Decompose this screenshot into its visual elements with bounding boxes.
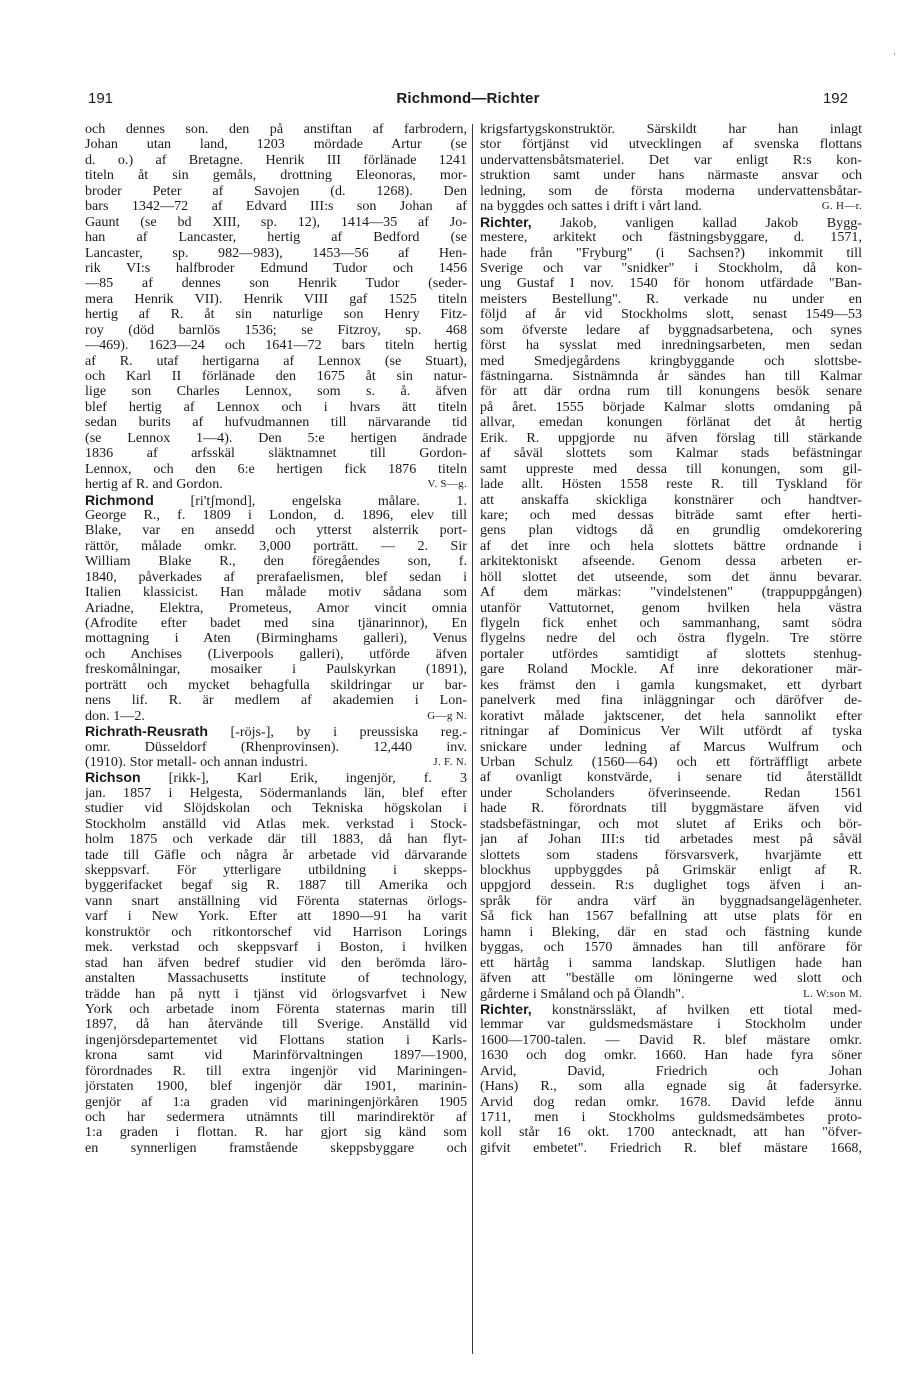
text-line (480, 384, 862, 399)
text-line (480, 508, 862, 523)
text-line (480, 1110, 862, 1125)
text-line (85, 909, 467, 924)
text-line (85, 493, 467, 508)
line-text: d. o.) af Bretagne. Henrik III förlänade 1241 (85, 152, 467, 168)
text-line (480, 523, 862, 538)
text-line (480, 601, 862, 616)
text-line (85, 554, 467, 569)
text-line (85, 1017, 467, 1032)
text-line (85, 585, 467, 600)
line-text: utanför Vattutornet, genom hvilken hela västra (480, 600, 862, 616)
line-text: trädde han på nytt i tjänst vid örlogsvarfvet i New (85, 986, 467, 1002)
text-line (85, 1110, 467, 1125)
line-text: först ha sysslat med inredningsarbeten, men sedan (480, 338, 862, 354)
text-line (480, 1017, 862, 1032)
line-text: af såväl slottets som Kalmar stads befästningar (480, 446, 862, 462)
text-line (85, 230, 467, 245)
running-header (88, 90, 848, 112)
text-line (85, 662, 467, 677)
line-text: följd af år vid Stockholms slott, senast 1549—53 (480, 307, 862, 323)
line-text: under Scholanders öfverinseende. Redan 1561 (480, 785, 862, 801)
line-text: porträtt och mycket behagfulla skildringar ur bar- (85, 677, 467, 693)
text-line (480, 199, 862, 214)
line-text: språk för andra värf än byggnadsangelägenheter. (480, 893, 862, 909)
text-line (480, 925, 862, 940)
text-line (480, 431, 862, 446)
text-line (480, 230, 862, 245)
text-line (85, 431, 467, 446)
text-line (85, 137, 467, 152)
text-line (85, 770, 467, 785)
text-line (480, 755, 862, 770)
author-signature: V. S—g. (427, 478, 467, 491)
line-text: roy (död barnlös 1536; se Fitzroy, sp. 468 (85, 322, 467, 338)
line-text: vann snart anställning vid Förenta staternas örlogs- (85, 893, 467, 909)
text-line (480, 987, 862, 1002)
line-text: slottets som stadens försvarsverk, hvarjämte ett (480, 847, 862, 863)
line-text: ingenjörsdepartementet vid Flottans station i Karls- (85, 1032, 467, 1048)
entry-headword-line: Richrath-Reusrath [-röjs-], by i preussiska reg.- (85, 724, 467, 740)
text-line (85, 987, 467, 1002)
text-line (85, 1095, 467, 1110)
line-text: mottagning i Aten (Birminghams galleri), Venus (85, 631, 467, 647)
line-text: genjör af 1:a graden vid mariningenjörkåren 1905 (85, 1094, 467, 1110)
text-line (85, 1125, 467, 1140)
text-line (480, 817, 862, 832)
text-line (85, 354, 467, 369)
text-line (480, 137, 862, 152)
text-line (85, 446, 467, 461)
line-text: och Anchises (Liverpools galleri), utförde äfven (85, 646, 467, 662)
left-text-column (85, 122, 467, 1156)
line-text: (se Lennox 1—4). Den 5:e hertigen ändrade (85, 430, 467, 446)
text-line (85, 508, 467, 523)
line-text: konstruktör och ritkontorschef vid Harrison Lorings (85, 924, 467, 940)
author-signature: G—g N. (427, 709, 467, 722)
text-line (480, 323, 862, 338)
line-text: och Karl II förlänade den 1675 åt sin natur- (85, 369, 467, 384)
line-text: omr. Düsseldorf (Rhenprovinsen). 12,440 inv. (85, 739, 467, 755)
author-signature: L. W:son M. (803, 987, 862, 1000)
line-text: af det inre och hela slottets bättre ordnande i (480, 538, 862, 554)
text-line (480, 848, 862, 863)
line-text: Italien klassicist. Han målade motiv sådana som (85, 585, 467, 601)
text-line (85, 523, 467, 538)
line-text: stor förtjänst vid utvecklingen af svenska flottans (480, 137, 862, 153)
text-line (480, 832, 862, 847)
line-text: bars 1342—72 af Edvard III:s son Johan af (85, 199, 467, 215)
text-line (480, 786, 862, 801)
line-text: rättör, målade omkr. 3,000 porträtt. — 2. Sir (85, 538, 467, 554)
text-line (85, 755, 467, 770)
line-text: hertig af R. åt sin naturlige son Henry Fitz- (85, 307, 467, 323)
text-line (480, 801, 862, 816)
text-line (85, 678, 467, 693)
text-line (480, 261, 862, 276)
text-line (85, 570, 467, 585)
text-line (480, 770, 862, 785)
line-text: Lancaster, sp. 982—983), 1453—56 af Hen- (85, 245, 467, 261)
line-text: (Afrodite efter badet med sina tjänarinnor), En (85, 616, 467, 631)
line-text: varf i New York. Efter att 1890—91 ha varit (85, 909, 467, 925)
line-text: kare; och med dessas biträde samt efter herti- (480, 507, 862, 523)
text-line (480, 693, 862, 708)
text-line (480, 863, 862, 878)
line-text: George R., f. 1809 i London, d. 1896, elev till (85, 507, 467, 523)
line-text: blef hertig af Lennox och i hvars ätt titeln (85, 399, 467, 415)
line-text: 1897, då han återvände till Sverige. Anställd vid (85, 1017, 467, 1033)
text-line (480, 940, 862, 955)
text-line (85, 894, 467, 909)
text-line (85, 616, 467, 631)
line-text: hade R. förordnats till byggmästare äfven vid (480, 801, 862, 817)
line-text: fästningarna. Sistnämnda år sändes han till Kalmar (480, 369, 862, 384)
line-text: Johan utan land, 1203 mördade Artur (se (85, 137, 467, 153)
text-line (85, 1048, 467, 1063)
text-line (480, 554, 862, 569)
text-line (480, 724, 862, 739)
page-number-left: 191 (88, 90, 114, 107)
line-text: som öfverste ledare af byggnadsarbetena, och synes (480, 322, 862, 338)
text-line (480, 1002, 862, 1017)
text-line (480, 122, 862, 137)
text-line (85, 122, 467, 137)
text-line (480, 354, 862, 369)
text-line (85, 462, 467, 477)
line-text: 1711, men i Stockholms guldsmedsämbetes proto- (480, 1110, 862, 1125)
text-line (85, 878, 467, 893)
line-text: rik VI:s halfbroder Edmund Tudor och 1456 (85, 260, 467, 276)
entry-headword-line: Richson [rikk-], Karl Erik, ingenjör, f. 3 (85, 770, 467, 786)
line-text: af R. utaf hertigarna af Lennox (se Stuart), (85, 353, 467, 369)
text-line (480, 246, 862, 261)
text-line (480, 292, 862, 307)
text-line (85, 1033, 467, 1048)
text-line (85, 863, 467, 878)
text-line (85, 1141, 467, 1156)
line-text: äfven att "beställe om löningerne wed slott och (480, 971, 862, 987)
text-line (85, 631, 467, 646)
line-text: byggerifacket begaf sig R. 1887 till Amerika och (85, 878, 467, 894)
line-text: Arvid dog redan omkr. 1678. David lefde ännu (480, 1094, 862, 1110)
line-text: snickare under ledning af Marcus Wulfrum och (480, 739, 862, 755)
line-text: 1600—1700-talen. — David R. blef mästare omkr. (480, 1032, 862, 1048)
text-line (85, 693, 467, 708)
text-line (85, 956, 467, 971)
line-text: nens lif. R. är medlem af akademien i Lon- (85, 693, 467, 709)
text-line (85, 215, 467, 230)
line-text: jörstaten 1900, blef ingenjör där 1901, marinin- (85, 1079, 467, 1095)
text-line (480, 446, 862, 461)
text-line (85, 323, 467, 338)
line-text: mek. verkstad och skeppsvarf i Boston, i hvilken (85, 940, 467, 956)
line-text: Erik. R. uppgjorde nu äfven förslag till stärkande (480, 430, 862, 446)
line-text: meisters Bestellung". R. verkade nu under en (480, 291, 862, 307)
line-text: na byggdes och sattes i drift i vårt land. (480, 199, 702, 215)
line-text: York och arbetade inom Förenta staternas marin till (85, 1001, 467, 1017)
text-line (480, 338, 862, 353)
line-text: 1630 och dog omkr. 1660. Han hade fyra söner (480, 1048, 862, 1064)
text-line (85, 817, 467, 832)
line-text: och har sedermera utnämnts till marindirektör af (85, 1110, 467, 1125)
line-text: krona samt vid Marinförvaltningen 1897—1900, (85, 1048, 467, 1064)
line-text: (1910). Stor metall- och annan industri. (85, 754, 308, 770)
text-line (480, 909, 862, 924)
line-text: på året. 1555 började Kalmar slotts omdaning på (480, 399, 862, 415)
line-text: anstalten Massachusetts institute of technology, (85, 971, 467, 987)
right-text-column (480, 122, 862, 1156)
line-text: uppgjord dessein. R:s duglighet togs äfven i an- (480, 878, 862, 894)
line-text: samt uppreste med dessa till konungen, som gil- (480, 461, 862, 477)
text-line (480, 570, 862, 585)
line-text: —469). 1623—24 och 1641—72 bars titeln hertig (85, 338, 467, 354)
text-line (85, 477, 467, 492)
line-text: och dennes son. den på anstiftan af farbrodern, (85, 122, 467, 137)
text-line (85, 740, 467, 755)
line-text: 1840, påverkades af prerafaelismen, blef sedan i (85, 569, 467, 585)
text-line (85, 848, 467, 863)
text-line (480, 894, 862, 909)
margin-mark: ' (893, 52, 896, 63)
text-line (480, 631, 862, 646)
text-line (85, 647, 467, 662)
line-text: korativt målade jaktscener, det hela sannolikt efter (480, 708, 862, 724)
line-text: lemmar var guldsmedsmästare i Stockholm under (480, 1017, 862, 1033)
text-line (85, 338, 467, 353)
line-text: ett härtåg i samma landskap. Slutligen hade han (480, 955, 862, 971)
line-text: skeppsvarf. För ytterligare utbildning i skepps- (85, 863, 467, 878)
line-text: holm 1875 och verkade där till 1883, då han flyt- (85, 832, 467, 848)
line-text: (Hans) R., som alla egnade sig åt fadersyrke. (480, 1079, 862, 1095)
line-text: förordnades R. till extra ingenjör vid Mariningen- (85, 1063, 467, 1079)
text-line (85, 801, 467, 816)
text-line (85, 369, 467, 384)
line-text: undervattensbåtsmateriel. Det var enligt R:s kon- (480, 152, 862, 168)
line-text: struktion samt under hans närmaste ansvar och (480, 168, 862, 184)
line-text: 1836 af arfsskäl släktnamnet till Gordon- (85, 446, 467, 462)
text-line (480, 493, 862, 508)
text-line (480, 956, 862, 971)
line-text: William Blake R., den föregåendes son, f. (85, 554, 467, 570)
line-text: Så fick han 1567 befallning att utse plats för en (480, 909, 862, 925)
text-line (480, 307, 862, 322)
text-line (85, 1064, 467, 1079)
text-line (85, 415, 467, 430)
line-text: arkitektoniskt afseende. Genom dessa arbeten er- (480, 554, 862, 570)
line-text: flygeln fick enhet och sammanhang, samt södra (480, 616, 862, 631)
text-line (85, 199, 467, 214)
line-text: jan af Johan III:s tid arbetades mest på såväl (480, 832, 862, 848)
line-text: Urban Schulz (1560—64) och ett förträffligt arbete (480, 754, 862, 770)
text-line (85, 601, 467, 616)
line-text: hamn i Bleking, där en stad och fästning kunde (480, 924, 862, 940)
text-line (480, 539, 862, 554)
text-line (85, 292, 467, 307)
line-text: hertig af R. and Gordon. (85, 477, 223, 493)
text-line (480, 1095, 862, 1110)
line-text: 1:a graden i flottan. R. har gjort sig känd som (85, 1125, 467, 1141)
text-line (480, 1033, 862, 1048)
line-text: byggas, och 1570 ämnades han till anförare för (480, 940, 862, 956)
line-text: en synnerligen framstående skeppsbyggare och (85, 1140, 467, 1156)
text-line (85, 246, 467, 261)
line-text: Sverige och var "snidker" i Stockholm, då kon- (480, 260, 862, 276)
line-text: Stockholm anställd vid Atlas mek. verkstad i Stock- (85, 816, 467, 832)
entry-headword-line: Richter, konstnärssläkt, af hvilken ett tiotal med- (480, 1001, 862, 1018)
line-text: freskomålningar, mosaiker i Paulskyrkan (1891), (85, 662, 467, 678)
line-text: allvar, emedan konungen förlänat det åt hertig (480, 415, 862, 431)
line-text: gårderne i Småland och på Ölandh". (480, 986, 685, 1002)
line-text: ung Gustaf I nov. 1540 för honom utfärdade "Ban- (480, 276, 862, 292)
text-line (480, 462, 862, 477)
text-line (480, 400, 862, 415)
line-text: studier vid Slöjdskolan och Tekniska högskolan i (85, 801, 467, 817)
author-signature: J. F. N. (433, 755, 467, 768)
text-line (85, 400, 467, 415)
line-text: sedan burits af hufvudmannen till närvarande tid (85, 415, 467, 431)
running-title: Richmond—Richter (396, 90, 540, 107)
line-text: flygelns nedre del och östra flygeln. Tre större (480, 631, 862, 647)
text-line (85, 724, 467, 739)
text-line (480, 647, 862, 662)
text-line (85, 276, 467, 291)
line-text: hade från "Fryburg" (i Sachsen?) inkommit till (480, 245, 862, 261)
text-line (85, 940, 467, 955)
text-line (480, 477, 862, 492)
column-divider (472, 124, 473, 1354)
text-line (480, 585, 862, 600)
line-text: titeln åt sin gemåls, drottning Eleonoras, mor- (85, 168, 467, 184)
line-text: tade till Gäfle och några år arbetade vid därvarande (85, 847, 467, 863)
line-text: kes främst den i gamla kungsmaket, ett dyrbart (480, 677, 862, 693)
text-line (480, 1079, 862, 1094)
text-line (480, 1064, 862, 1079)
text-line (85, 786, 467, 801)
line-text: med Smedjegårdens kringbyggande och slottsbe- (480, 353, 862, 369)
entry-headword-line: Richmond [ri'tʃmond], engelska målare. 1. (85, 492, 467, 508)
entry-headword-line: Richter, Jakob, vanligen kallad Jakob Bygg- (480, 214, 862, 231)
text-line (480, 184, 862, 199)
text-line (85, 153, 467, 168)
line-text: Lennox, och den 6:e hertigen fick 1876 titeln (85, 461, 467, 477)
text-line (85, 539, 467, 554)
line-text: gare Roland Mockle. Af inre dekorationer mär- (480, 662, 862, 678)
line-text: don. 1—2. (85, 708, 145, 724)
line-text: mestere, arkitekt och fästningsbyggare, d. 1571, (480, 230, 862, 246)
text-line (85, 925, 467, 940)
line-text: lade allt. Hösten 1558 reste R. till Tyskland för (480, 477, 862, 493)
page-number-right: 192 (822, 90, 848, 107)
text-line (85, 384, 467, 399)
text-line (480, 1141, 862, 1156)
line-text: portaler utfördes samtidigt af slottets stenhug- (480, 646, 862, 662)
text-line (85, 709, 467, 724)
line-text: jan. 1857 i Helgesta, Södermanlands län, blef efter (85, 785, 467, 801)
line-text: Gaunt (se bd XIII, sp. 12), 1414—35 af Jo- (85, 214, 467, 230)
text-line (85, 168, 467, 183)
text-line (480, 215, 862, 230)
text-line (85, 1079, 467, 1094)
line-text: Arvid, David, Friedrich och Johan (480, 1063, 862, 1079)
line-text: stad han äfven bedref studier vid den berömda läro- (85, 955, 467, 971)
text-line (480, 168, 862, 183)
line-text: panelverk med fina inläggningar och däröfver de- (480, 693, 862, 709)
text-line (85, 1002, 467, 1017)
text-line (85, 971, 467, 986)
text-line (480, 678, 862, 693)
text-line (85, 261, 467, 276)
text-line (480, 662, 862, 677)
line-text: stadsbefästningar, och mot slutet af Eriks och bör- (480, 816, 862, 832)
text-line (85, 307, 467, 322)
line-text: mera Henrik VII). Henrik VIII gaf 1525 titeln (85, 291, 467, 307)
line-text: gens plan vidtogs då en grundlig omdekorering (480, 523, 862, 539)
line-text: Ariadne, Elektra, Prometeus, Amor vincit omnia (85, 600, 467, 616)
line-text: —85 af dennes son Henrik Tudor (seder- (85, 276, 467, 292)
line-text: höll slottet det utseende, som det ännu bevarar. (480, 569, 862, 585)
line-text: att anskaffa skickliga konstnärer och handtver- (480, 492, 862, 508)
text-line (480, 369, 862, 384)
text-line (480, 415, 862, 430)
line-text: för att där ordna rum till konungens besök senare (480, 384, 862, 400)
text-line (480, 740, 862, 755)
line-text: han af Lancaster, hertig af Bedford (se (85, 230, 467, 246)
line-text: ledning, som de första moderna undervattensbåtar- (480, 183, 862, 199)
text-line (480, 1125, 862, 1140)
line-text: af ovanligt konstvärde, i senare tid återställdt (480, 770, 862, 786)
line-text: Af dem märkas: "vindelstenen" (trappuppgången) (480, 585, 862, 601)
text-line (85, 184, 467, 199)
text-line (85, 832, 467, 847)
line-text: broder Peter af Savojen (d. 1268). Den (85, 183, 467, 199)
text-line (480, 971, 862, 986)
text-line (480, 1048, 862, 1063)
text-line (480, 276, 862, 291)
line-text: blockhus uppbyggdes på Grimskär enligt af R. (480, 863, 862, 878)
text-line (480, 878, 862, 893)
line-text: ritningar af Dominicus Ver Wilt utfördt af tyska (480, 724, 862, 740)
line-text: krigsfartygskonstruktör. Särskildt har han inlagt (480, 122, 862, 137)
line-text: gifvit embetet". Friedrich R. blef mästare 1668, (480, 1140, 862, 1156)
line-text: lige son Charles Lennox, som s. å. äfven (85, 384, 467, 400)
author-signature: G. H—r. (821, 200, 862, 213)
text-line (480, 709, 862, 724)
text-line (480, 153, 862, 168)
line-text: koll står 16 okt. 1700 antecknadt, att han "öfver- (480, 1125, 862, 1141)
line-text: Blake, var en ansedd och ytterst alsterrik port- (85, 523, 467, 539)
text-line (480, 616, 862, 631)
